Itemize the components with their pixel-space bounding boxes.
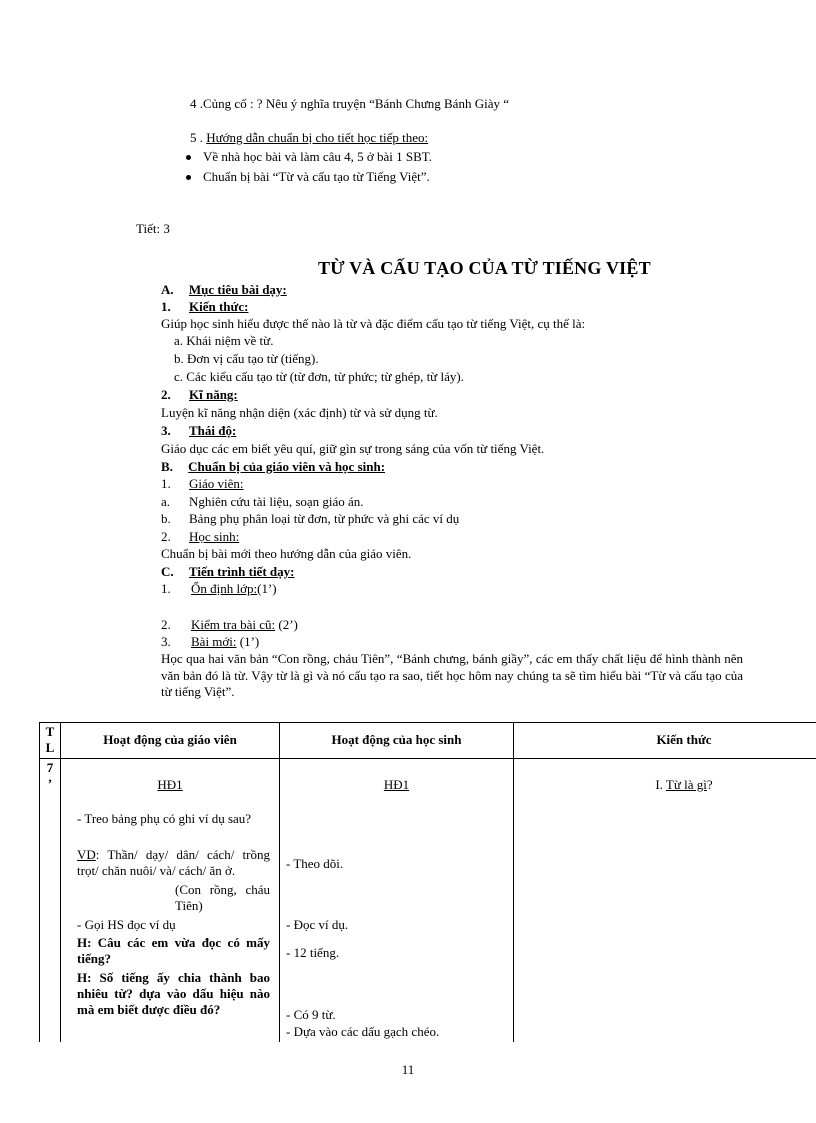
bullet-item: Về nhà học bài và làm câu 4, 5 ở bài 1 SBT. bbox=[186, 149, 432, 165]
table-header-divider bbox=[39, 758, 816, 759]
student-hd-label: HĐ1 bbox=[383, 777, 410, 792]
guide-number: 5 . bbox=[190, 130, 203, 145]
table-col-divider bbox=[279, 722, 280, 1042]
student-step: - Theo dõi. bbox=[286, 856, 344, 871]
section-c-heading: C. Tiến trình tiết dạy: bbox=[161, 564, 295, 579]
skill-heading: 2. Kĩ năng: bbox=[161, 387, 238, 402]
teacher-prep-heading: 1. Giáo viên: bbox=[161, 476, 244, 491]
student-step: - Dựa vào các dấu gạch chéo. bbox=[286, 1024, 440, 1039]
process-step: 1. Ổn định lớp:(1’) bbox=[161, 581, 277, 596]
example-source: (Con rồng, cháu Tiên) bbox=[175, 882, 270, 913]
page-title: TỪ VÀ CẤU TẠO CỦA TỪ TIẾNG VIỆT bbox=[318, 258, 651, 278]
header-tl: T L bbox=[45, 724, 55, 755]
teacher-step: - Gọi HS đọc ví dụ bbox=[77, 917, 176, 932]
teacher-prep-item: a. Nghiên cứu tài liệu, soạn giáo án. bbox=[161, 494, 364, 509]
teacher-step: - Treo bảng phụ có ghi ví dụ sau? bbox=[77, 811, 252, 826]
bullet-icon bbox=[186, 175, 191, 180]
student-prep-text: Chuẩn bị bài mới theo hướng dẫn của giáo viên. bbox=[161, 546, 412, 561]
intro-paragraph: Học qua hai văn bản “Con rồng, cháu Tiên”, “Bánh chưng, bánh giầy”, các em thấy chất liệu để hình thành nên văn bản đó là từ. Vậy từ là gì và nó cấu tạo ra sao, tiết học hôm nay chúng ta sẽ tìm hiểu bài “Từ và cấu tạo của từ tiếng Việt”. bbox=[161, 651, 743, 699]
teacher-question: H: Số tiếng ấy chia thành bao nhiêu từ? dựa vào dấu hiệu nào mà em biết được điều đó? bbox=[77, 970, 270, 1017]
teacher-hd-label: HĐ1 bbox=[157, 777, 183, 792]
table-border-left bbox=[39, 722, 40, 1042]
guide-heading bbox=[190, 130, 428, 146]
knowledge-item: b. Đơn vị cấu tạo từ (tiếng). bbox=[174, 351, 319, 366]
skill-text: Luyện kĩ năng nhận diện (xác định) từ và sử dụng từ. bbox=[161, 405, 438, 420]
header-knowledge: Kiến thức bbox=[656, 732, 712, 747]
knowledge-heading: 1. Kiến thức: bbox=[161, 299, 249, 314]
knowledge-text: Giúp học sinh hiểu được thế nào là từ và đặc điểm cấu tạo từ tiếng Việt, cụ thể là: bbox=[161, 316, 586, 331]
process-step: 2. Kiểm tra bài cũ: (2’) bbox=[161, 617, 298, 632]
section-a-heading: A. Mục tiêu bài dạy: bbox=[161, 282, 287, 297]
student-step: - Đọc ví dụ. bbox=[286, 917, 349, 932]
header-teacher: Hoạt động của giáo viên bbox=[103, 732, 237, 747]
lesson-table bbox=[39, 722, 816, 1042]
knowledge-heading-cell: I. Từ là gì? bbox=[655, 777, 713, 792]
table-col-divider bbox=[513, 722, 514, 1042]
knowledge-item: a. Khái niệm về từ. bbox=[174, 333, 274, 348]
teacher-prep-item: b. Bảng phụ phân loại từ đơn, từ phức và ghi các ví dụ bbox=[161, 511, 460, 526]
table-col-divider bbox=[60, 722, 61, 1042]
teacher-question: H: Câu các em vừa đọc có mấy tiếng? bbox=[77, 935, 270, 966]
time-cell: 7 ’ bbox=[46, 760, 54, 791]
attitude-heading: 3. Thái độ: bbox=[161, 423, 237, 438]
example-text: VD: Thần/ dạy/ dân/ cách/ trồng trọt/ chăn nuôi/ và/ cách/ ăn ở. bbox=[77, 847, 270, 878]
consolidation-line: 4 .Củng cố : ? Nêu ý nghĩa truyện “Bánh Chưng Bánh Giày “ bbox=[190, 96, 509, 111]
process-step: 3. Bài mới: (1’) bbox=[161, 634, 260, 649]
student-step: - 12 tiếng. bbox=[286, 945, 340, 960]
bullet-icon bbox=[186, 155, 191, 160]
knowledge-item: c. Các kiểu cấu tạo từ (từ đơn, từ phức; từ ghép, từ láy). bbox=[174, 369, 464, 384]
bullet-item: Chuẩn bị bài “Từ và cấu tạo từ Tiếng Việt”. bbox=[186, 169, 430, 185]
attitude-text: Giáo dục các em biết yêu quí, giữ gìn sự trong sáng của vốn từ tiếng Việt. bbox=[161, 441, 545, 456]
student-prep-heading: 2. Học sinh: bbox=[161, 529, 240, 544]
header-student: Hoạt động của học sinh bbox=[331, 732, 462, 747]
period-label: Tiết: 3 bbox=[136, 221, 170, 236]
page-number: 11 bbox=[401, 1062, 415, 1077]
guide-label: Hướng dẫn chuẩn bị cho tiết học tiếp theo: bbox=[206, 130, 429, 145]
section-b-heading: B. Chuẩn bị của giáo viên và học sinh: bbox=[161, 459, 386, 474]
table-border-top bbox=[39, 722, 816, 723]
student-step: - Có 9 từ. bbox=[286, 1007, 336, 1022]
